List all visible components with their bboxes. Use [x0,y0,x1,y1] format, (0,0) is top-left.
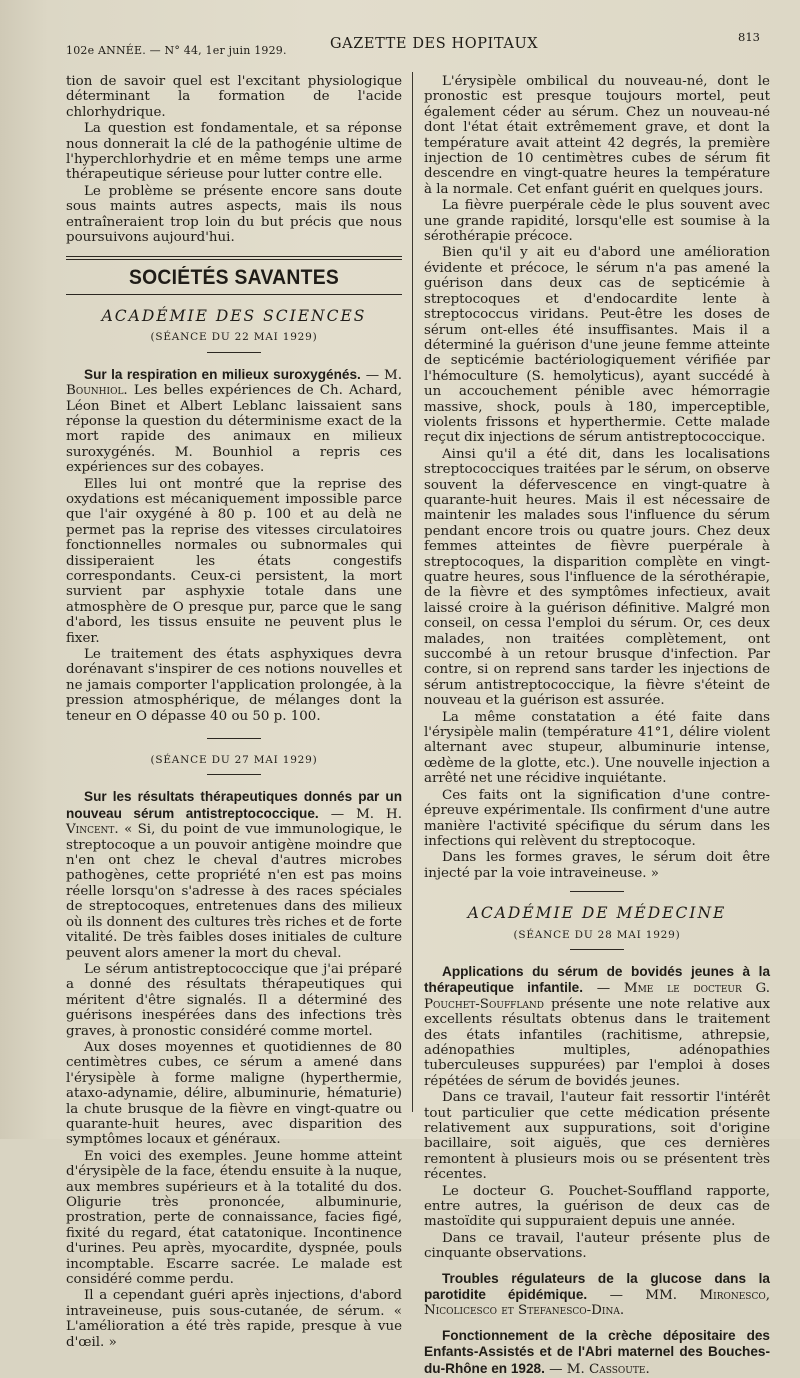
academy-title: ACADÉMIE DES SCIENCES [101,306,367,325]
paragraph: Elles lui ont montré que la reprise des oxydations est mécaniquement impossible parce que l'air oxygéné à 80 p. 100 et au delà ne permet pas la reprise des vitesses circulatoires fonctionnelles normales ou subnormales qui dissiperaient les états congestifs correspondants. Ceux-ci persistent, la mort survient par asphyxie totale dans une atmosphère de O presque pur, parce que le sang d'abord, les tissus ensuite ne peuvent plus le fixer. [66,476,402,646]
article-title: Sur la respiration en milieux suroxygénés. [84,366,361,382]
paragraph: La même constatation a été faite dans l'érysipèle malin (température 41°1, délire violent alternant avec stupeur, albuminurie intense, œdème de la glotte, etc.). Une nouvelle injection a arrêté net une récidive inquiétante. [424,709,770,787]
article-author: — Mme le docteur G. Pouchet-Souffland [424,981,771,1012]
article-heading [424,964,770,1089]
paragraph: Le sérum antistreptococcique que j'ai préparé a donné des résultats thérapeutiques qui méritent d'être signalés. Il a déterminé des guérisons inespérées dans des infections très graves, à pronostic considéré comme mortel. [66,961,402,1039]
article-author: — M. Cassoute. [549,1361,650,1377]
paragraph: Ainsi qu'il a été dit, dans les localisations streptococciques traitées par le sérum, on observe souvent la défervescence en vingt-quatre à quarante-huit heures. Mais il est nécessaire de maintenir les malades sous l'influence du sérum pendant encore trois ou quatre jours. Chez deux femmes atteintes de fièvre puerpérale à streptocoques, la disparition complète en vingt-quatre heures, sous l'influence de la sérothérapie, de la fièvre et des symptômes infectieux, avait laissé croire à la guérison définitive. Malgré mon conseil, on cessa l'emploi du sérum. Or, ces deux malades, non traitées complètement, ont succombé à un retour brusque d'infection. Par contre, si on reprend sans tarder les injections de sérum antistreptococcique, la fièvre s'éteint de nouveau et la guérison est assurée. [424,446,770,709]
divider [207,738,261,739]
paragraph: Le problème se présente encore sans doute sous maints autres aspects, mais ils nous entraîneraient trop loin du but précis que nous poursuivons aujourd'hui. [66,183,402,246]
article-author: — MM. Mironesco, Nicolicesco et Stefanesco-Dina. [424,1288,770,1319]
paragraph: « Si, du point de vue immunologique, le streptocoque a un pouvoir antigène moindre que n'en ont chez le cheval d'autres microbes pathogènes, cette propriété n'en est pas moins réelle lorsqu'on s'adresse à des races spéciales de streptocoques, entretenues dans des milieux où ils donnent des cultures très riches et de forte vitalité. De très faibles doses initiales de culture peuvent alors amener la mort du cheval. [66,822,403,961]
session-date: (SÉANCE DU 22 MAI 1929) [150,331,318,344]
paragraph: Le docteur G. Pouchet-Souffland rapporte, entre autres, la guérison de deux cas de mastoïdite qui suppuraient depuis une année. [424,1183,770,1230]
page-number: 813 [738,30,760,44]
divider [207,352,261,353]
paragraph: La fièvre puerpérale cède le plus souvent avec une grande rapidité, lorsqu'elle est soumise à la sérothérapie précoce. [424,198,770,245]
section-title: SOCIÉTÉS SAVANTES [128,266,340,290]
article-author: — M. H. Vincent. [66,806,402,838]
right-column [424,74,770,1378]
paragraph: présente une note relative aux excellents résultats obtenus dans le traitement des états infantiles (rachitisme, athrepsie, adénopathies multiples, adénopathies tuberculeuses suppurées) par l'emploi à doses répétées de sérum de bovidés jeunes. [424,996,770,1089]
paragraph: Il a cependant guéri après injections, d'abord intraveineuse, puis sous-cutanée, de sérum. « L'amélioration a été très rapide, presque à vue d'œil. » [66,1288,402,1350]
divider [570,891,624,892]
page-header [52,28,760,62]
paragraph: Aux doses moyennes et quotidiennes de 80 centimètres cubes, ce sérum a amené dans l'érysipèle à forme maligne (hyperthermie, ataxo-adynamie, délire, albuminurie, hématurie) la chute brusque de la fièvre en vingt-quatre ou quarante-huit heures, avec disparition des symptômes locaux et généraux. [66,1039,402,1148]
academy-title: ACADÉMIE DE MÉDECINE [467,904,727,923]
divider [207,774,261,775]
article-heading [66,789,402,960]
article-heading [424,1328,770,1377]
paragraph: Le traitement des états asphyxiques devra dorénavant s'inspirer de ces notions nouvelles et ne jamais comporter l'application prolongée, à la pression atmosphérique, de mélanges dont la teneur en O dépasse 40 ou 50 p. 100. [66,647,402,724]
paragraph: Dans les formes graves, le sérum doit être injecté par la voie intraveineuse. » [424,850,770,881]
session-date: (SÉANCE DU 27 MAI 1929) [150,754,318,767]
paragraph: Ces faits ont la signification d'une contre-épreuve expérimentale. Ils confirment d'une autre manière l'activité spécifique du sérum dans les infections qui relèvent du streptocoque. [424,787,770,849]
journal-title: GAZETTE DES HOPITAUX [330,36,539,52]
paragraph: Dans ce travail, l'auteur fait ressortir l'intérêt tout particulier que cette médication présente relativement aux suppurations, soit d'origine bacillaire, soit aiguës, que ces dernières remontent à plusieurs mois ou se présentent très récentes. [424,1090,770,1183]
session-date: (SÉANCE DU 28 MAI 1929) [513,928,681,941]
paragraph: Dans ce travail, l'auteur présente plus de cinquante observations. [424,1230,770,1262]
section-divider [66,259,402,260]
paragraph: Bien qu'il y ait eu d'abord une amélioration évidente et précoce, le sérum n'a pas amené la guérison dans deux cas de septicémie à streptocoques et d'endocardite lente à streptococcus viridans. Peut-être les doses de sérum ont-elles été insuffisantes. Mais il a déterminé la guérison d'une jeune femme atteinte de septicémie bactériologiquement vérifiée par l'hémoculture (S. hemolyticus), ayant succédé à un accouchement pénible avec hémorragie massive, shock, pouls à 180, imperceptible, violents frissons et hyperthermie. Cette malade reçut dix injections de sérum antistreptococcique. [424,245,770,446]
article-title: Applications du sérum de bovidés jeunes à la thérapeutique infantile. [424,963,770,996]
article-heading [66,367,402,476]
section-divider [66,294,402,295]
article-title: Fonctionnement de la crèche dépositaire des Enfants-Assistés et de l'Abri maternel des Bouches-du-Rhône en 1928. [424,1327,770,1376]
left-column [66,74,402,1351]
paragraph: La question est fondamentale, et sa réponse nous donnerait la clé de la pathogénie ultime de l'hyperchlorhydrie et en même temps une arme thérapeutique sérieuse pour lutter contre elle. [66,121,402,183]
paragraph: L'érysipèle ombilical du nouveau-né, dont le pronostic est presque toujours mortel, peut également céder au sérum. Chez un nouveau-né dont l'état était extrêmement grave, et dont la température avait atteint 42 degrés, la première injection de 10 centimètres cubes de sérum fit descendre en vingt-quatre heures la température à la normale. Cet enfant guérit en quelques jours. [424,74,770,197]
article-title: Troubles régulateurs de la glucose dans la parotidite épidémique. [424,1270,770,1303]
article-author: — M. Bounhiol. [66,367,402,399]
divider [570,949,624,950]
article-title: Sur les résultats thérapeutiques donnés par un nouveau sérum antistreptococcique. [66,789,402,821]
paragraph: tion de savoir quel est l'excitant physiologique déterminant la formation de l'acide chlorhydrique. [66,74,402,120]
paragraph: En voici des exemples. Jeune homme atteint d'érysipèle de la face, étendu ensuite à la nuque, aux membres supérieurs et à la totalité du dos. Oligurie très prononcée, albuminurie, prostration, perte de connaissance, facies figé, fixité du regard, état catatonique. Incontinence d'urines. Peu après, myocardite, dyspnée, pouls incomptable. Escarre sacrée. Le malade est considéré comme perdu. [66,1148,402,1288]
column-divider [412,72,413,1112]
article-heading [424,1271,770,1319]
issue-info: 102e ANNÉE. — N° 44, 1er juin 1929. [66,44,287,57]
paragraph: Les belles expériences de Ch. Achard, Léon Binet et Albert Leblanc laissaient sans réponse la question du déterminisme exact de la mort rapide des animaux en milieux suroxygénés. M. Bounhiol a repris ces expériences sur des cobayes. [66,383,402,476]
